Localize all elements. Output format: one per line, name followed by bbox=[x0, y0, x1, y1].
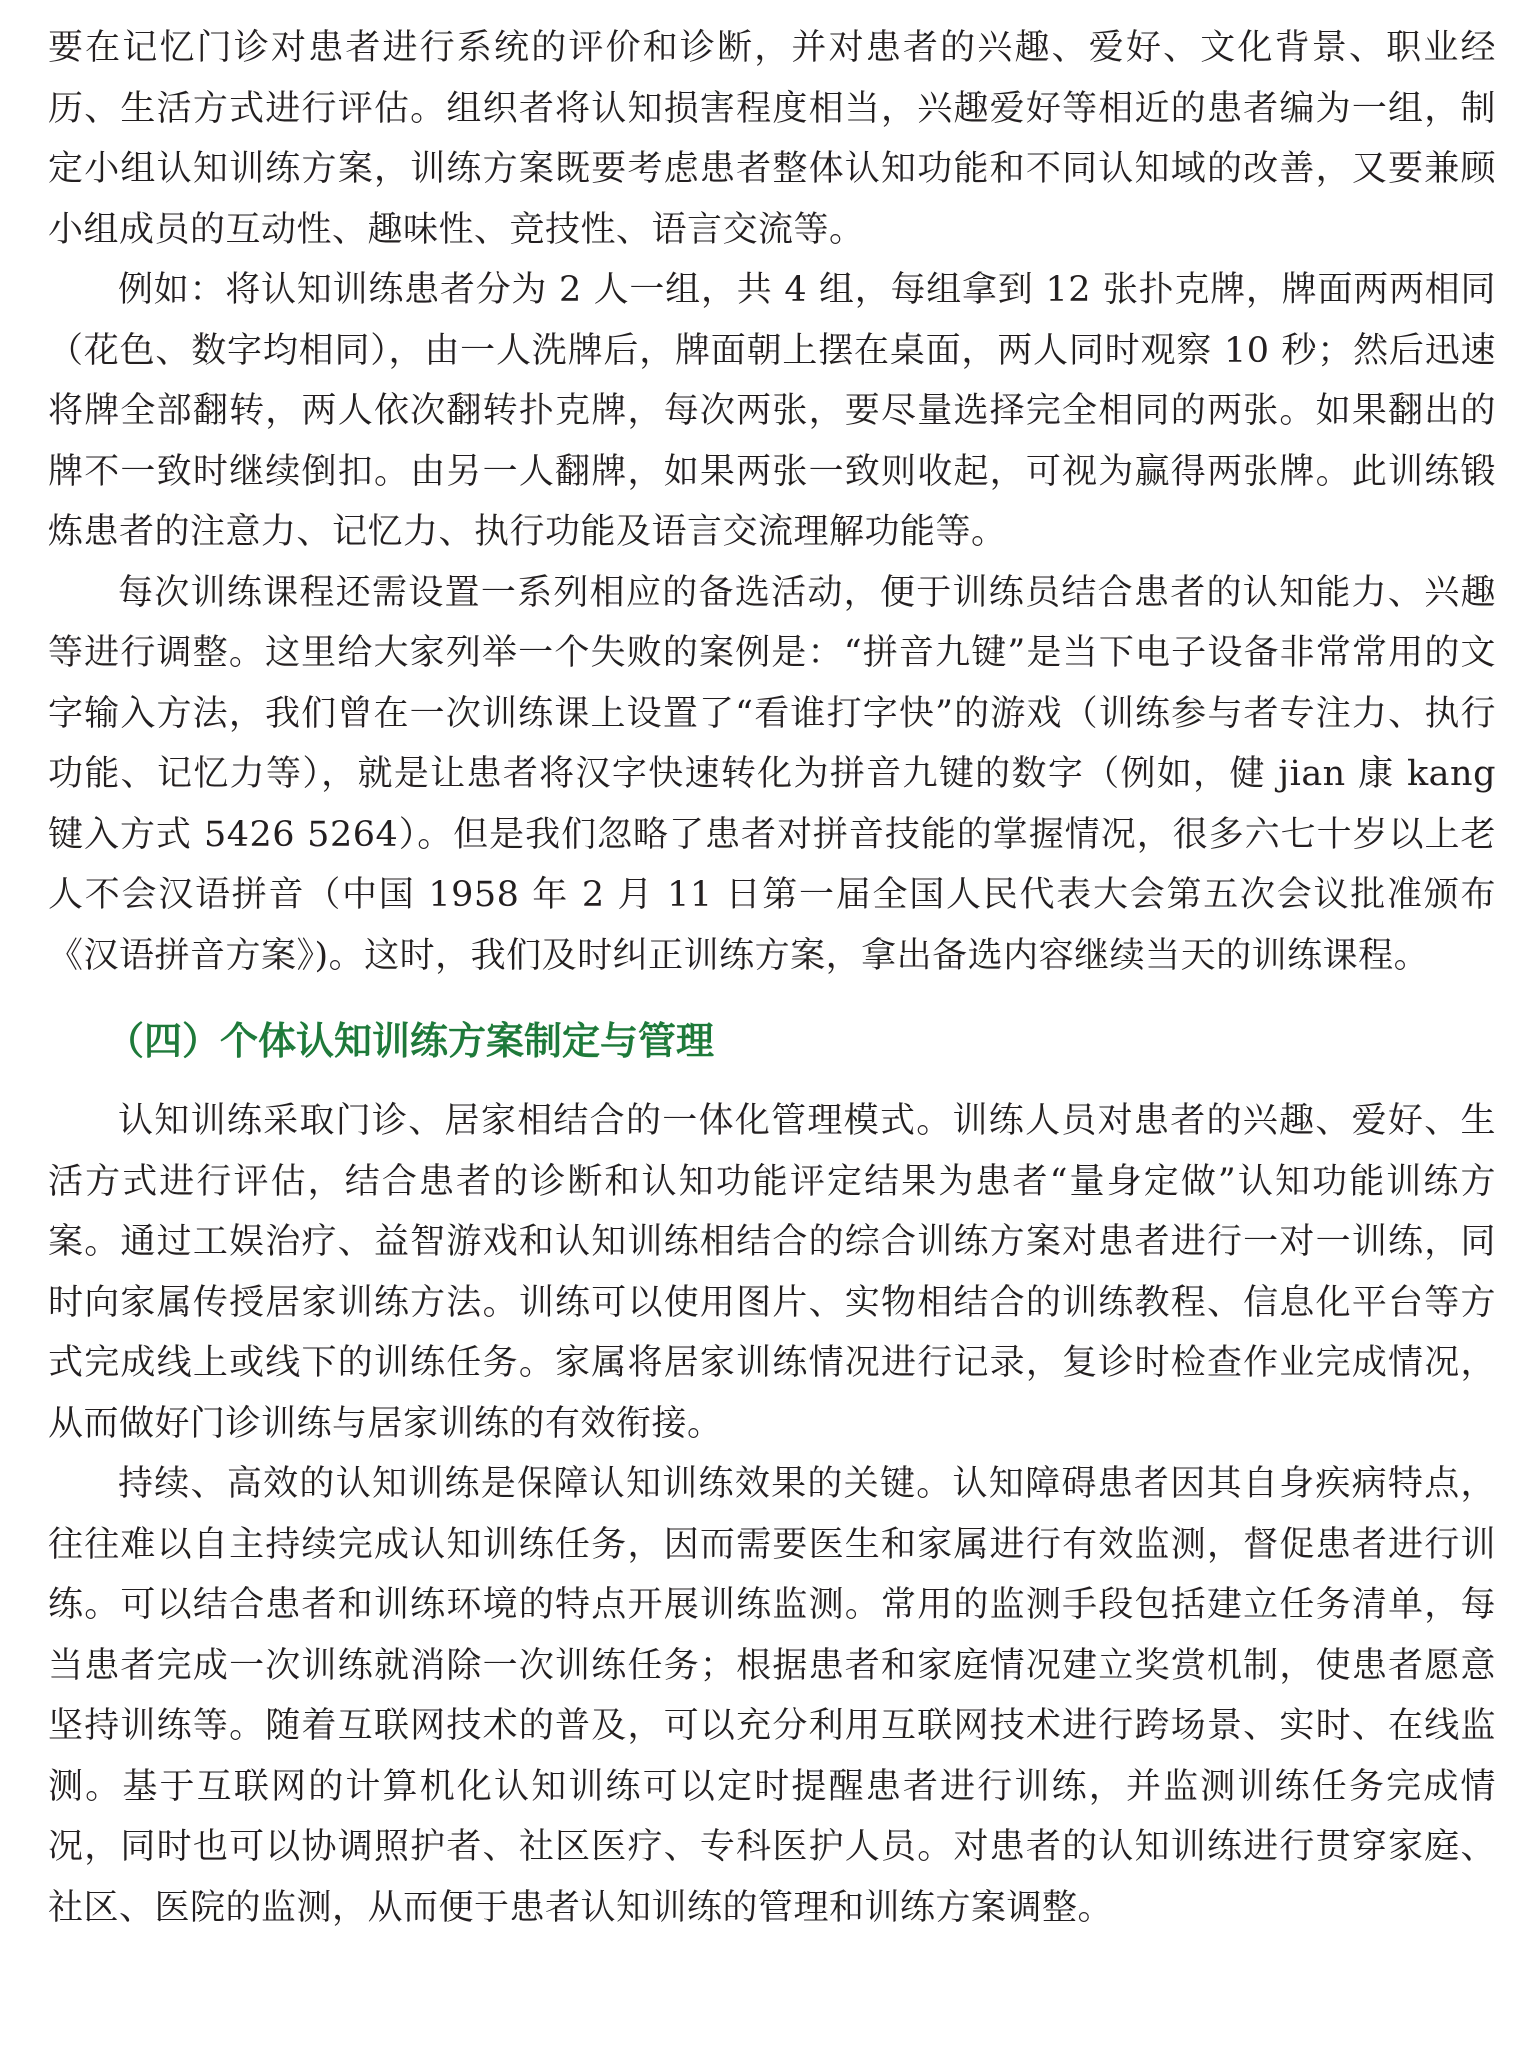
paragraph-integrated-management: 认知训练采取门诊、居家相结合的一体化管理模式。训练人员对患者的兴趣、爱好、生活方式进行评估，结合患者的诊断和认知功能评定结果为患者“量身定做”认知功能训练方案。通过工娱治疗、益智游戏和认知训练相结合的综合训练方案对患者进行一对一训练，同时向家属传授居家训练方法。训练可以使用图片、实物相结合的训练教程、信息化平台等方式完成线上或线下的训练任务。家属将居家训练情况进行记录，复诊时检查作业完成情况，从而做好门诊训练与居家训练的有效衔接。 bbox=[48, 1101, 1496, 1444]
document-page bbox=[48, 18, 1496, 1938]
section-heading: （四）个体认知训练方案制定与管理 bbox=[106, 1019, 715, 1063]
paragraph-card-game-example: 例如：将认知训练患者分为 2 人一组，共 4 组，每组拿到 12 张扑克牌，牌面两两相同（花色、数字均相同），由一人洗牌后，牌面朝上摆在桌面，两人同时观察 10 秒；然后迅速将牌全部翻转，两人依次翻转扑克牌，每次两张，要尽量选择完全相同的两张。如果翻出的牌不一致时继续倒扣。由另一人翻牌，如果两张一致则收起，可视为赢得两张牌。此训练锻炼患者的注意力、记忆力、执行功能及语言交流理解功能等。 bbox=[48, 270, 1496, 552]
paragraph-group-assessment: 要在记忆门诊对患者进行系统的评价和诊断，并对患者的兴趣、爱好、文化背景、职业经历、生活方式进行评估。组织者将认知损害程度相当，兴趣爱好等相近的患者编为一组，制定小组认知训练方案，训练方案既要考虑患者整体认知功能和不同认知域的改善，又要兼顾小组成员的互动性、趣味性、竞技性、语言交流等。 bbox=[48, 28, 1496, 250]
paragraph-training-monitoring: 持续、高效的认知训练是保障认知训练效果的关键。认知障碍患者因其自身疾病特点，往往难以自主持续完成认知训练任务，因而需要医生和家属进行有效监测，督促患者进行训练。可以结合患者和训练环境的特点开展训练监测。常用的监测手段包括建立任务清单，每当患者完成一次训练就消除一次训练任务；根据患者和家庭情况建立奖赏机制，使患者愿意坚持训练等。随着互联网技术的普及，可以充分利用互联网技术进行跨场景、实时、在线监测。基于互联网的计算机化认知训练可以定时提醒患者进行训练，并监测训练任务完成情况，同时也可以协调照护者、社区医疗、专科医护人员。对患者的认知训练进行贯穿家庭、社区、医院的监测，从而便于患者认知训练的管理和训练方案调整。 bbox=[48, 1464, 1496, 1928]
paragraph-backup-activities: 每次训练课程还需设置一系列相应的备选活动，便于训练员结合患者的认知能力、兴趣等进行调整。这里给大家列举一个失败的案例是：“拼音九键”是当下电子设备非常常用的文字输入方法，我们曾在一次训练课上设置了“看谁打字快”的游戏（训练参与者专注力、执行功能、记忆力等），就是让患者将汉字快速转化为拼音九键的数字（例如，健 jian 康 kang 键入方式 5426 5264）。但是我们忽略了患者对拼音技能的掌握情况，很多六七十岁以上老人不会汉语拼音（中国 1958 年 2 月 11 日第一届全国人民代表大会第五次会议批准颁布《汉语拼音方案》)。这时，我们及时纠正训练方案，拿出备选内容继续当天的训练课程。 bbox=[48, 572, 1496, 976]
